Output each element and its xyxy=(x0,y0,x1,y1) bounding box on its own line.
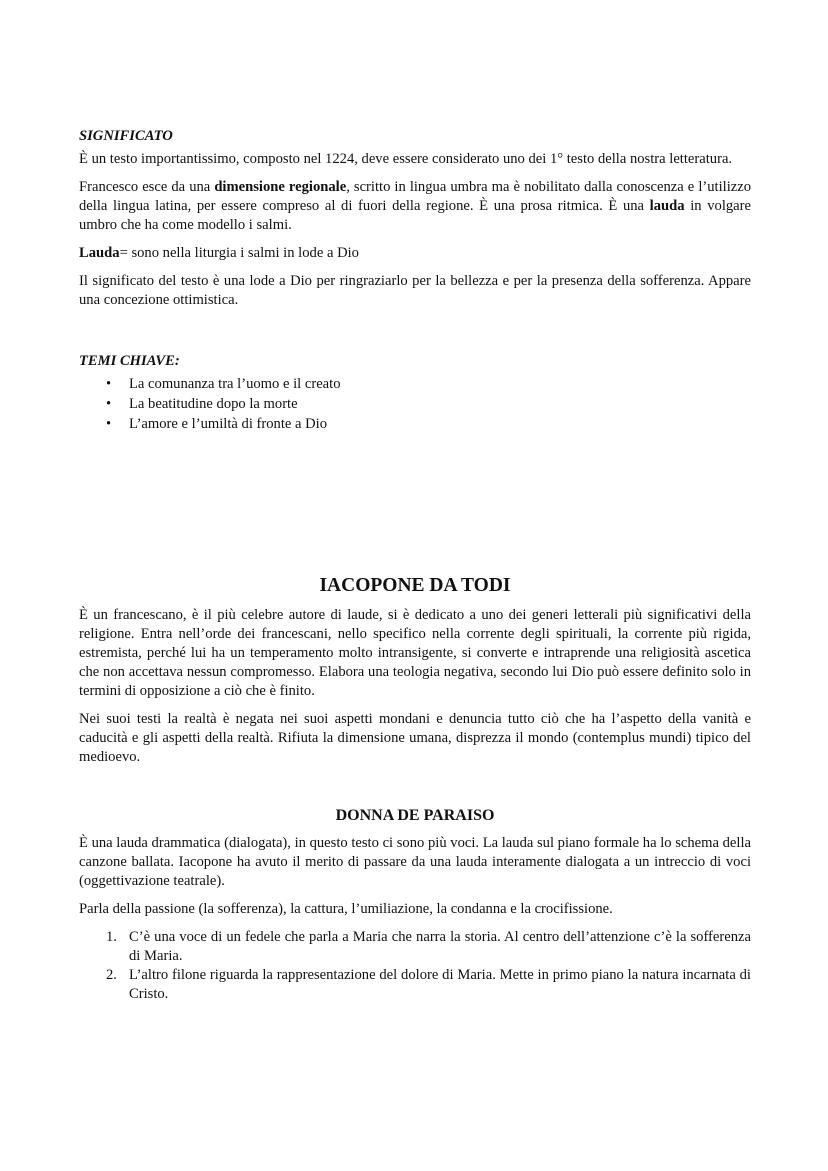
list-item xyxy=(79,375,751,395)
temi-list xyxy=(79,375,751,435)
list-number: 1. xyxy=(106,929,117,945)
iacopone-title: IACOPONE DA TODI xyxy=(319,575,511,596)
donna-paragraph-1: È una lauda drammatica (dialogata), in questo testo ci sono più voci. La lauda sul piano formale ha lo schema della canzone ballata. Iacopone ha avuto il merito di passare da una lauda interamente dialogata a un intreccio di voci (oggettivazione teatrale). xyxy=(79,835,751,889)
text-run: = sono nella liturgia i salmi in lode a Dio xyxy=(119,245,359,261)
bullet-icon: • xyxy=(106,416,112,432)
list-number: 2. xyxy=(106,967,117,983)
list-item-text: La beatitudine dopo la morte xyxy=(129,396,298,412)
bullet-icon: • xyxy=(106,396,112,412)
bold-term-lauda: lauda xyxy=(649,198,685,214)
donna-de-paraiso-title: DONNA DE PARAISO xyxy=(335,807,495,824)
list-item-text: C’è una voce di un fedele che parla a Maria che narra la storia. Al centro dell’attenzione c’è la sofferenza di Maria. xyxy=(129,929,751,964)
significato-heading: SIGNIFICATO xyxy=(79,128,173,144)
significato-paragraph-1: È un testo importantissimo, composto nel 1224, deve essere considerato uno dei 1° testo della nostra letteratura. xyxy=(79,151,733,167)
text-run: in volgare umbro che ha come modello i salmi. xyxy=(79,198,751,233)
bullet-icon: • xyxy=(106,376,112,392)
list-item xyxy=(79,415,751,435)
list-item-text: L’amore e l’umiltà di fronte a Dio xyxy=(129,416,328,432)
text-run: Francesco esce da una xyxy=(79,179,215,195)
page-content xyxy=(79,127,751,1004)
bold-term-lauda-def: Lauda xyxy=(79,245,120,261)
bold-term-dimensione-regionale: dimensione regionale xyxy=(214,179,347,195)
list-item xyxy=(79,395,751,415)
list-item-text: La comunanza tra l’uomo e il creato xyxy=(129,376,341,392)
iacopone-paragraph-2: Nei suoi testi la realtà è negata nei suoi aspetti mondani e denuncia tutto ciò che ha l’aspetto della vanità e caducità e gli aspetti della realtà. Rifiuta la dimensione umana, disprezza il mondo (contemplus mundi) tipico del medioevo. xyxy=(79,711,751,765)
iacopone-paragraph-1: È un francescano, è il più celebre autore di laude, si è dedicato a uno dei generi letterali più significativi della religione. Entra nell’orde dei francescani, nello specifico nella corrente degli spirituali, la corrente più rigida, estremista, perché lui ha un temperamento molto intransigente, si converte e intraprende una religiosità ascetica che non accettava nessun compromesso. Elabora una teologia negativa, secondo lui Dio può essere definito solo in termini di opposizione a ciò che è finito. xyxy=(79,607,751,699)
list-item xyxy=(79,928,751,966)
donna-paragraph-2: Parla della passione (la sofferenza), la cattura, l’umiliazione, la condanna e la crocifissione. xyxy=(79,901,613,917)
text-run: , scritto in lingua umbra ma è nobilitato dalla conoscenza e l’utilizzo della lingua latina, per essere compreso al di fuori della regione. È una prosa ritmica. È una xyxy=(79,179,751,214)
list-item-text: L’altro filone riguarda la rappresentazione del dolore di Maria. Mette in primo piano la natura incarnata di Cristo. xyxy=(129,967,751,1002)
list-item xyxy=(79,966,751,1004)
significato-paragraph-4: Il significato del testo è una lode a Dio per ringraziarlo per la bellezza e per la presenza della sofferenza. Appare una concezione ottimistica. xyxy=(79,273,751,308)
donna-numbered-list xyxy=(79,928,751,1004)
significato-paragraph-2 xyxy=(79,178,751,235)
lauda-definition xyxy=(79,244,751,263)
temi-chiave-heading: TEMI CHIAVE: xyxy=(79,353,180,369)
